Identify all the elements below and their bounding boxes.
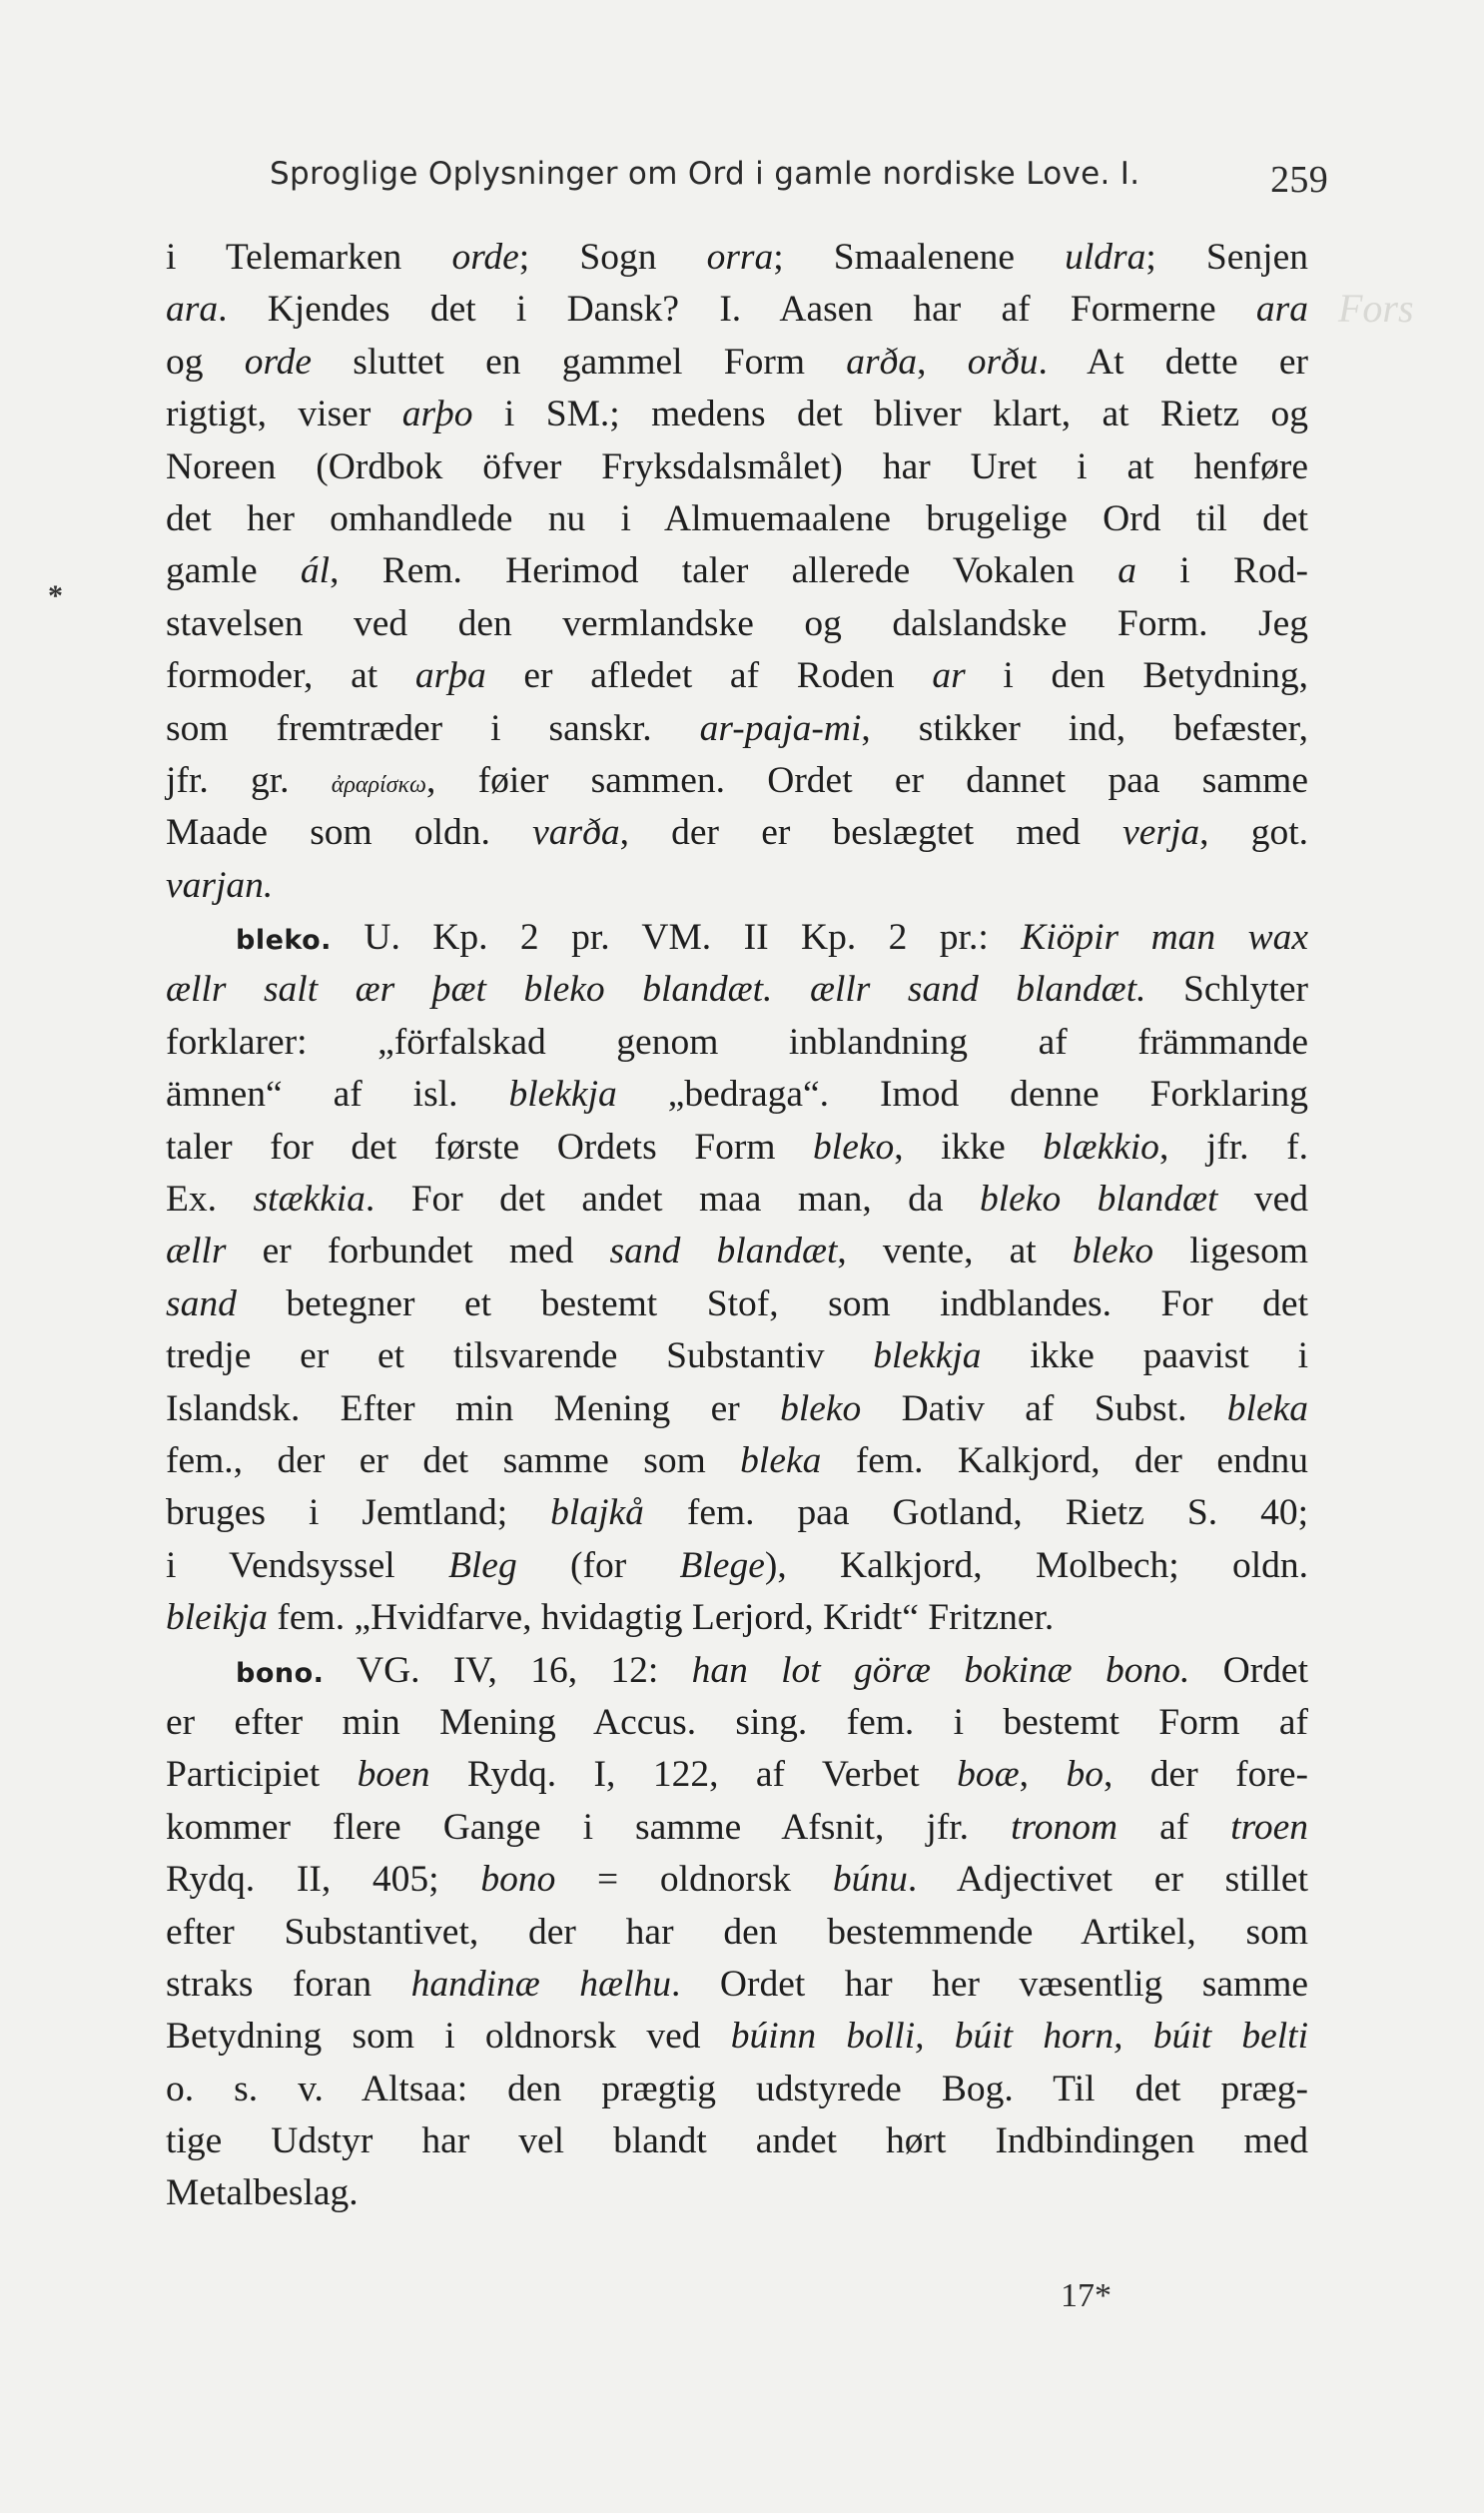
text-segment: fem. Kalkjord, der endnu bbox=[821, 1439, 1308, 1481]
text-segment: formoder, at bbox=[166, 655, 415, 697]
italic-word: blekkja bbox=[508, 1074, 617, 1116]
italic-word: orde bbox=[244, 341, 313, 383]
text-segment: i SM.; medens det bliver klart, at Rietz og bbox=[472, 394, 1309, 435]
italic-word: a bbox=[1117, 550, 1137, 592]
italic-word: bleikja bbox=[166, 1597, 269, 1639]
italic-word: ar-paja-mi bbox=[699, 707, 862, 749]
text-segment: ämnen“ af isl. bbox=[166, 1074, 509, 1116]
text-segment: , jfr. f. bbox=[1158, 1126, 1308, 1168]
text-segment: sluttet en gammel Form bbox=[312, 341, 847, 383]
show-through-text: Fors bbox=[1338, 286, 1414, 331]
text-segment: = oldnorsk bbox=[555, 1859, 833, 1901]
text-segment: Betydning som i oldnorsk ved bbox=[166, 2016, 731, 2058]
text-segment: er afledet af Roden bbox=[485, 655, 933, 697]
text-line bbox=[166, 441, 1308, 493]
text-line bbox=[166, 912, 1308, 964]
text-segment: rigtigt, viser bbox=[166, 394, 402, 435]
text-segment: er efter min Mening Accus. sing. fem. i bestemt Form af bbox=[166, 1701, 1308, 1743]
text-segment: VG. IV, 16, 12: bbox=[324, 1649, 692, 1691]
text-segment: af bbox=[1117, 1806, 1231, 1848]
text-segment: , ikke bbox=[894, 1126, 1044, 1168]
text-segment: tige Udstyr har vel blandt andet hørt Indbindingen med bbox=[166, 2120, 1308, 2162]
italic-word: bleka bbox=[1226, 1387, 1308, 1429]
text-segment: , føier sammen. Ordet er dannet paa samme bbox=[425, 759, 1308, 801]
text-segment: fem., der er det samme som bbox=[166, 1439, 741, 1481]
text-segment: Ex. bbox=[166, 1179, 254, 1221]
text-line bbox=[166, 1383, 1308, 1435]
italic-word: bleko bbox=[813, 1126, 895, 1168]
text-line bbox=[166, 1330, 1308, 1382]
text-segment: , der er beslægtet med bbox=[619, 812, 1123, 854]
text-segment: fem. paa Gotland, Rietz S. 40; bbox=[643, 1492, 1308, 1534]
italic-word: arþo bbox=[401, 394, 473, 435]
text-segment: ; Senjen bbox=[1145, 237, 1308, 278]
text-segment: i Telemarken bbox=[166, 237, 452, 278]
text-segment: taler for det første Ordets Form bbox=[166, 1126, 814, 1168]
text-line bbox=[166, 1697, 1308, 1749]
text-line bbox=[166, 337, 1308, 389]
text-line bbox=[166, 860, 1308, 912]
text-line bbox=[166, 1854, 1308, 1906]
text-line bbox=[166, 1278, 1308, 1330]
text-segment: kommer flere Gange i samme Afsnit, jfr. bbox=[166, 1806, 1012, 1848]
text-segment: ; Sogn bbox=[518, 237, 707, 278]
text-segment: Schlyter bbox=[1145, 969, 1308, 1011]
italic-word: tronom bbox=[1011, 1806, 1118, 1848]
text-segment: „bedraga“. Imod denne Forklaring bbox=[616, 1074, 1308, 1116]
italic-word: Bleg bbox=[447, 1544, 517, 1586]
text-segment: , bbox=[917, 341, 968, 383]
text-line bbox=[166, 1907, 1308, 1959]
text-line bbox=[166, 1226, 1308, 1277]
italic-word: boæ bbox=[957, 1754, 1020, 1796]
italic-word: orra bbox=[706, 237, 774, 278]
italic-word: ællr salt ær þæt bleko blandæt. ællr sand blandæt. bbox=[166, 969, 1146, 1011]
text-segment: gamle bbox=[166, 550, 301, 592]
text-line bbox=[166, 1540, 1308, 1592]
text-segment: og bbox=[166, 341, 245, 383]
italic-word: ællr bbox=[166, 1231, 227, 1272]
text-line bbox=[166, 284, 1308, 336]
text-segment: efter Substantivet, der har den bestemmende Artikel, som bbox=[166, 1911, 1308, 1953]
text-segment: o. s. v. Altsaa: den prægtig udstyrede Bog. Til det præg- bbox=[166, 2068, 1308, 2109]
text-segment: Noreen (Ordbok öfver Fryksdalsmålet) har Uret i at henføre bbox=[166, 445, 1308, 487]
italic-word: bono bbox=[480, 1859, 556, 1901]
text-segment: ), Kalkjord, Molbech; oldn. bbox=[764, 1544, 1308, 1586]
italic-word: blajkå bbox=[550, 1492, 644, 1534]
italic-word: orðu bbox=[967, 341, 1039, 383]
text-segment: (for bbox=[516, 1544, 680, 1586]
italic-word: sand bbox=[166, 1282, 237, 1324]
text-line bbox=[166, 1802, 1308, 1854]
margin-mark: * bbox=[48, 579, 63, 612]
text-line bbox=[166, 1645, 1308, 1697]
text-line bbox=[166, 2167, 1308, 2219]
page-number: 259 bbox=[1270, 159, 1328, 201]
text-segment: , stikker ind, befæster, bbox=[861, 707, 1308, 749]
text-line bbox=[166, 598, 1308, 650]
text-line bbox=[166, 1435, 1308, 1487]
text-line bbox=[166, 2011, 1308, 2063]
text-segment: , der fore- bbox=[1103, 1754, 1308, 1796]
text-line bbox=[166, 2115, 1308, 2167]
italic-word: uldra bbox=[1065, 237, 1146, 278]
italic-word: ara bbox=[166, 289, 219, 331]
italic-word: varjan. bbox=[166, 864, 274, 906]
text-line bbox=[166, 1017, 1308, 1069]
text-segment: Islandsk. Efter min Mening er bbox=[166, 1387, 781, 1429]
italic-word: stækkia bbox=[253, 1179, 366, 1221]
italic-word: orde bbox=[451, 237, 519, 278]
italic-word: búinn bolli, búit horn, búit belti bbox=[730, 2016, 1308, 2058]
text-segment: . Adjectivet er stillet bbox=[907, 1859, 1308, 1901]
text-segment: jfr. gr. bbox=[166, 759, 332, 801]
italic-word: búnu bbox=[832, 1859, 908, 1901]
italic-word: ara bbox=[1255, 289, 1308, 331]
text-segment: fem. „Hvidfarve, hvidagtig Lerjord, Kridt“ Fritzner. bbox=[268, 1597, 1055, 1639]
text-segment: , bbox=[1019, 1754, 1067, 1796]
greek-word: ἀραρίσκω bbox=[331, 771, 426, 798]
text-line bbox=[166, 755, 1308, 807]
body-text bbox=[166, 232, 1308, 2220]
italic-word: ál bbox=[300, 550, 331, 592]
italic-word: bleko bbox=[1072, 1231, 1154, 1272]
text-segment: i den Betydning, bbox=[965, 655, 1308, 697]
text-segment: . For det andet maa man, da bbox=[365, 1179, 980, 1221]
text-segment: er forbundet med bbox=[226, 1231, 610, 1272]
text-segment: ikke paavist i bbox=[981, 1335, 1308, 1377]
italic-word: han lot göræ bokinæ bono. bbox=[691, 1649, 1190, 1691]
italic-word: blekkja bbox=[873, 1335, 982, 1377]
italic-word: ar bbox=[932, 655, 966, 697]
text-segment: Rydq. I, 122, af Verbet bbox=[429, 1754, 958, 1796]
text-segment: , vente, at bbox=[837, 1231, 1073, 1272]
italic-word: handinæ hælhu bbox=[410, 1963, 671, 2005]
text-segment: betegner et bestemt Stof, som indblandes. For det bbox=[236, 1282, 1308, 1324]
italic-word: Kiöpir man wax bbox=[1021, 917, 1308, 959]
text-segment: Ordet bbox=[1189, 1649, 1308, 1691]
page-header bbox=[270, 150, 1328, 210]
text-segment: tredje er et tilsvarende Substantiv bbox=[166, 1335, 874, 1377]
text-line bbox=[166, 493, 1308, 545]
text-segment: Maade som oldn. bbox=[166, 812, 533, 854]
italic-word: troen bbox=[1230, 1806, 1308, 1848]
italic-word: bo bbox=[1066, 1754, 1104, 1796]
italic-word: bleka bbox=[740, 1439, 822, 1481]
text-line bbox=[166, 232, 1308, 284]
text-line bbox=[166, 650, 1308, 702]
italic-word: arþa bbox=[414, 655, 486, 697]
text-segment: Participiet bbox=[166, 1754, 358, 1796]
italic-word: sand blandæt bbox=[609, 1231, 838, 1272]
text-segment: . Ordet har her væsentlig samme bbox=[671, 1963, 1309, 2005]
text-segment: , got. bbox=[1199, 812, 1308, 854]
text-segment: ; Smaalenene bbox=[773, 237, 1066, 278]
italic-word: boen bbox=[357, 1754, 430, 1796]
entry-headword: bono. bbox=[236, 1657, 325, 1689]
text-segment: Metalbeslag. bbox=[166, 2172, 359, 2214]
text-segment: , Rem. Herimod taler allerede Vokalen bbox=[330, 550, 1118, 592]
italic-word: bleko bbox=[780, 1387, 862, 1429]
text-segment: som fremtræder i sanskr. bbox=[166, 707, 700, 749]
italic-word: varða bbox=[532, 812, 620, 854]
italic-word: bleko blandæt bbox=[979, 1179, 1218, 1221]
italic-word: arða bbox=[846, 341, 918, 383]
text-segment: stavelsen ved den vermlandske og dalslandske Form. Jeg bbox=[166, 602, 1308, 644]
text-line bbox=[166, 545, 1308, 597]
text-segment: U. Kp. 2 pr. VM. II Kp. 2 pr.: bbox=[331, 917, 1022, 959]
text-segment: i Vendsyssel bbox=[166, 1544, 448, 1586]
text-segment: straks foran bbox=[166, 1963, 411, 2005]
text-line bbox=[166, 2064, 1308, 2115]
text-segment: . At dette er bbox=[1038, 341, 1308, 383]
text-segment: forklarer: „förfalskad genom inblandning af främmande bbox=[166, 1021, 1308, 1063]
text-line bbox=[166, 1959, 1308, 2011]
text-line bbox=[166, 389, 1308, 440]
text-line bbox=[166, 964, 1308, 1016]
text-line bbox=[166, 1174, 1308, 1226]
text-segment: bruges i Jemtland; bbox=[166, 1492, 551, 1534]
running-title: Sproglige Oplysninger om Ord i gamle nordiske Love. I. bbox=[270, 156, 1140, 192]
text-segment: . Kjendes det i Dansk? I. Aasen har af Formerne bbox=[218, 289, 1256, 331]
text-line bbox=[166, 1749, 1308, 1801]
text-line bbox=[166, 807, 1308, 859]
italic-word: blækkio bbox=[1043, 1126, 1159, 1168]
text-line bbox=[166, 1592, 1308, 1644]
entry-headword: bleko. bbox=[236, 925, 332, 957]
text-segment: ligesom bbox=[1153, 1231, 1309, 1272]
text-line bbox=[166, 1122, 1308, 1174]
text-line bbox=[166, 1069, 1308, 1121]
text-segment: Dativ af Subst. bbox=[861, 1387, 1227, 1429]
text-segment: ved bbox=[1217, 1179, 1308, 1221]
italic-word: Blege bbox=[679, 1544, 765, 1586]
text-line bbox=[166, 703, 1308, 755]
signature-mark: 17* bbox=[1061, 2277, 1112, 2314]
italic-word: verja bbox=[1122, 812, 1200, 854]
text-segment: det her omhandlede nu i Almuemaalene brugelige Ord til det bbox=[166, 497, 1308, 539]
text-segment: i Rod- bbox=[1136, 550, 1308, 592]
text-segment: Rydq. II, 405; bbox=[166, 1859, 481, 1901]
text-line bbox=[166, 1487, 1308, 1539]
